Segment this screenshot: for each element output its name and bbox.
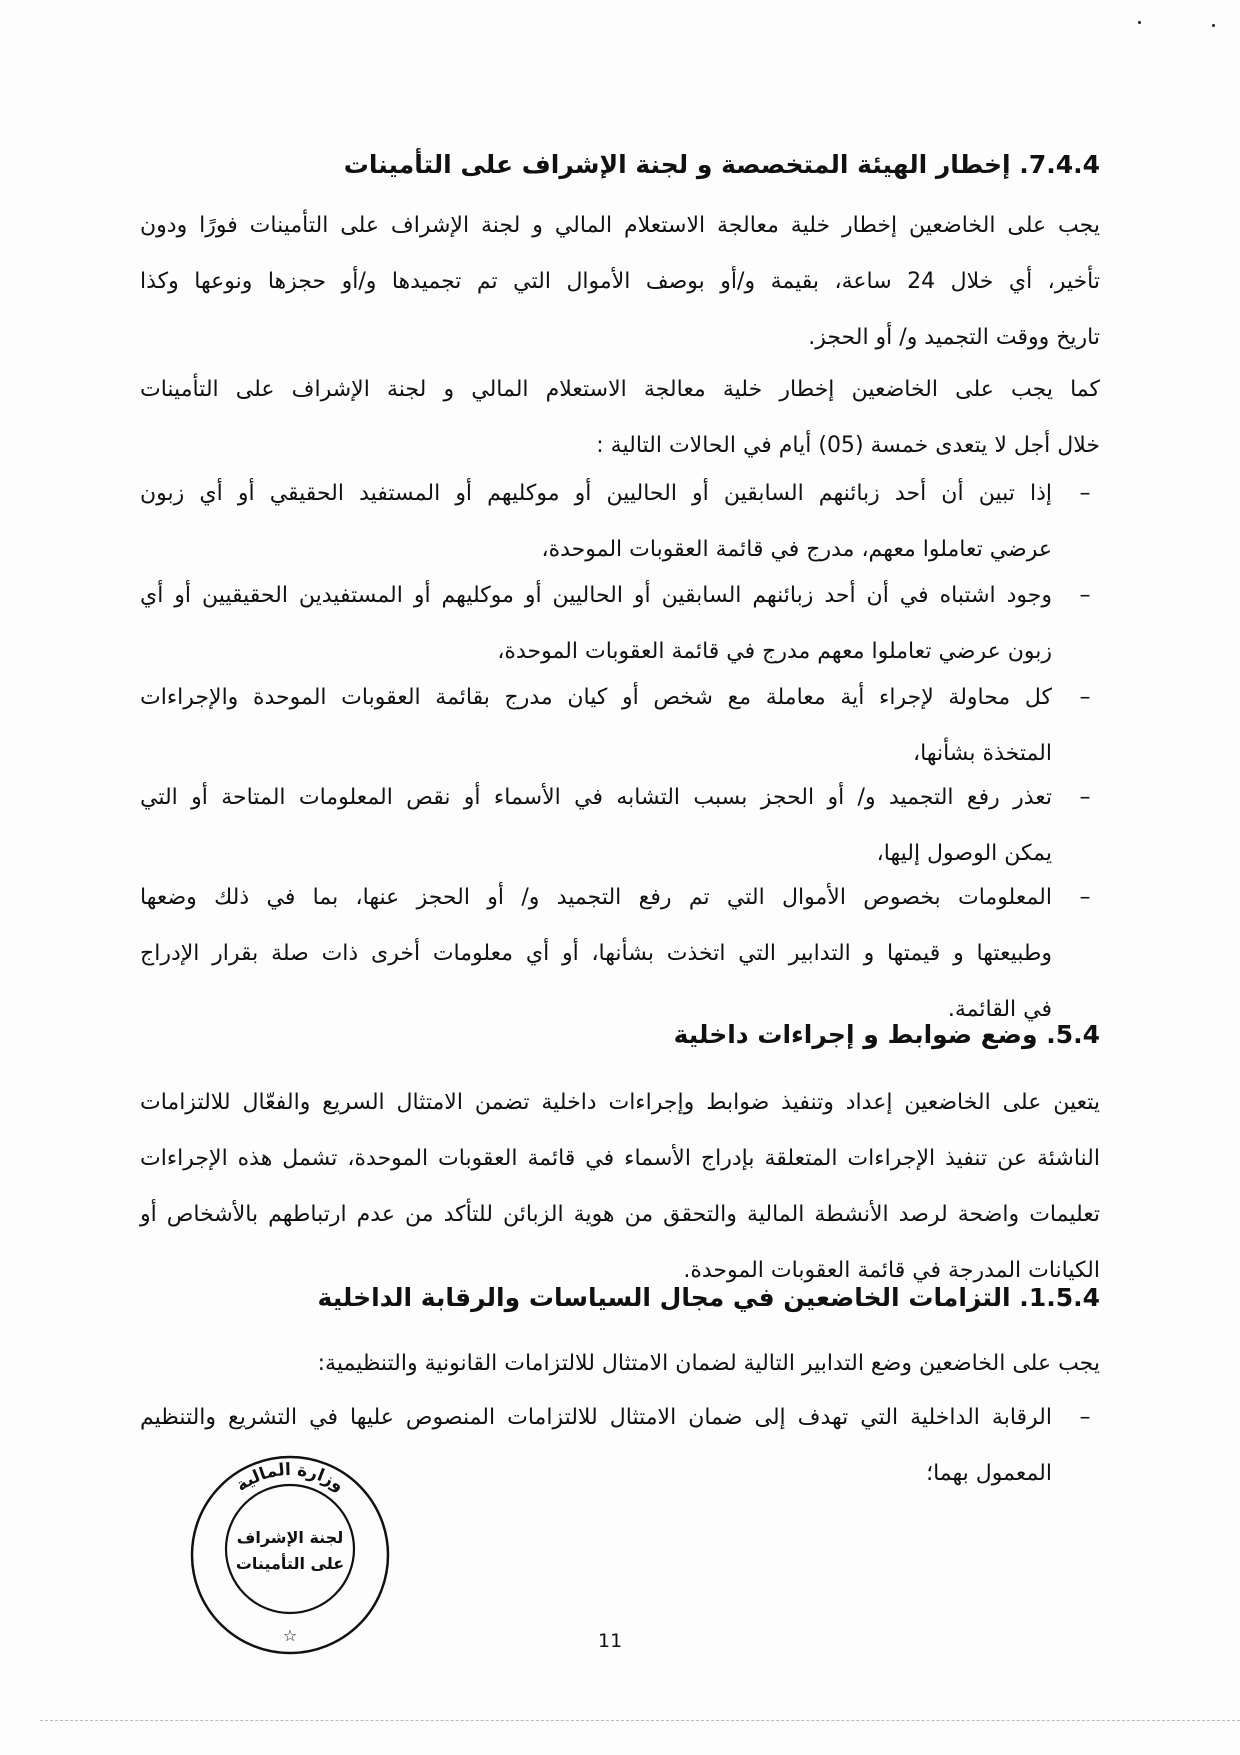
list-item [140,568,1100,680]
bullet-dash: – [1079,481,1091,506]
bullet-dash: – [1079,1405,1091,1430]
paragraph-line: تاريخ ووقت التجميد و/ أو الحجز. [808,325,1100,350]
scan-speck [1212,24,1215,27]
list-item-line: إذا تبين أن أحد زبائنهم السابقين أو الحاليين أو موكليهم أو المستفيد الحقيقي أو أي زبون [140,481,1052,506]
stamp-inner-line-2: على التأمينات [235,1554,345,1573]
paragraph-line: كما يجب على الخاضعين إخطار خلية معالجة الاستعلام المالي و لجنة الإشراف على التأمينات [140,377,1100,402]
list-item [140,870,1100,1038]
paragraph-line: الناشئة عن تنفيذ الإجراءات المتعلقة بإدراج الأسماء في قائمة العقوبات الموحدة، تشمل هذه الإجراءات [140,1146,1100,1171]
stamp-ministry-text: وزارة المالية [232,1459,348,1496]
list-item-line: المعمول بهما؛ [926,1461,1052,1486]
scan-speck [1138,21,1141,24]
paragraph-policy-measures [140,1336,1100,1392]
list-item-line: في القائمة. [947,997,1052,1022]
stamp-inner-line-1: لجنة الإشراف [236,1528,344,1547]
list-item-line: تعذر رفع التجميد و/ أو الحجز بسبب التشابه في الأسماء أو نقص المعلومات المتاحة أو التي [140,785,1052,810]
bullet-dash: – [1079,583,1091,608]
paragraph-internal-controls [140,1075,1100,1299]
list-item-line: الرقابة الداخلية التي تهدف إلى ضمان الامتثال للالتزامات المنصوص عليها في التشريع والتنظيم [140,1405,1052,1430]
section-heading-5-4: 5.4. وضع ضوابط و إجراءات داخلية [673,1020,1100,1049]
list-item-line: عرضي تعاملوا معهم، مدرج في قائمة العقوبات الموحدة، [541,537,1052,562]
paragraph-line: تأخير، أي خلال 24 ساعة، بقيمة و/أو بوصف الأموال التي تم تجميدها و/أو حجزها ونوعها وكذا [140,269,1100,294]
list-item [140,466,1100,578]
star-icon: ☆ [282,1626,298,1645]
paragraph-line: تعليمات واضحة لرصد الأنشطة المالية والتحقق من هوية الزبائن للتأكد من عدم ارتباطهم بالأشخاص أو [140,1202,1100,1227]
paragraph-line: الكيانات المدرجة في قائمة العقوبات الموحدة. [683,1258,1100,1283]
stamp-inner-ring [226,1485,354,1613]
bullet-dash: – [1079,685,1091,710]
paragraph-notify-24h [140,198,1100,366]
list-item [140,770,1100,882]
paragraph-line: يجب على الخاضعين وضع التدابير التالية لضمان الامتثال للالتزامات القانونية والتنظيمية: [317,1351,1100,1376]
list-item-line: المتخذة بشأنها، [913,741,1052,766]
paragraph-notify-5-days [140,362,1100,474]
section-heading-1-5-4: 1.5.4. التزامات الخاضعين في مجال السياسات والرقابة الداخلية [317,1283,1100,1312]
list-item-line: وجود اشتباه في أن أحد زبائنهم السابقين أو الحاليين أو موكليهم أو المستفيدين الحقيقيين أو أي [140,583,1052,608]
paragraph-line: يجب على الخاضعين إخطار خلية معالجة الاستعلام المالي و لجنة الإشراف على التأمينات فورًا ودون [140,213,1100,238]
list-item-line: زبون عرضي تعاملوا معهم مدرج في قائمة العقوبات الموحدة، [497,639,1052,664]
list-item-line: المعلومات بخصوص الأموال التي تم رفع التجميد و/ أو الحجز عنها، بما في ذلك وضعها [140,885,1052,910]
paragraph-line: خلال أجل لا يتعدى خمسة (05) أيام في الحالات التالية : [596,433,1100,458]
list-item-line: كل محاولة لإجراء أية معاملة مع شخص أو كيان مدرج بقائمة العقوبات الموحدة والإجراءات [140,685,1052,710]
list-item-line: وطبيعتها و قيمتها و التدابير التي اتخذت بشأنها، أو أي معلومات أخرى ذات صلة بقرار الإدراج [140,941,1052,966]
bullet-dash: – [1079,885,1091,910]
section-heading-7-4-4: 7.4.4. إخطار الهيئة المتخصصة و لجنة الإشراف على التأمينات [343,150,1100,179]
paragraph-line: يتعين على الخاضعين إعداد وتنفيذ ضوابط وإجراءات داخلية تضمن الامتثال السريع والفعّال للالتزامات [140,1090,1100,1115]
list-item [140,670,1100,782]
official-stamp [180,1445,400,1665]
scan-footer-line [40,1720,1240,1721]
page-number: 11 [598,1630,623,1652]
bullet-dash: – [1079,785,1091,810]
list-item-line: يمكن الوصول إليها، [876,841,1052,866]
